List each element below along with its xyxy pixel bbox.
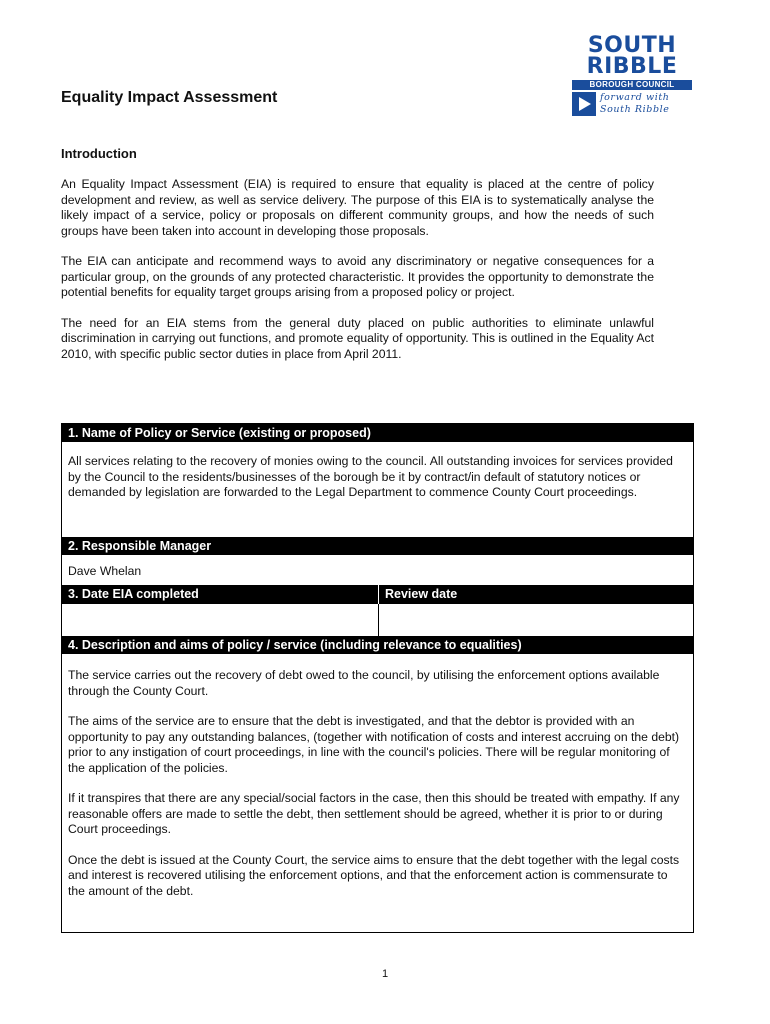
description-paragraph-3: If it transpires that there are any special/social factors in the case, then this should be treated with empathy. If any reasonable offers are made to settle the debt, then settlement should be agreed, whether it is prior to or during Court proceedings. xyxy=(68,791,680,836)
date-completed-field[interactable] xyxy=(62,604,378,636)
description-paragraph-1: The service carries out the recovery of debt owed to the council, by utilising the enforcement options available through the County Court. xyxy=(68,668,660,698)
policy-name-field[interactable]: All services relating to the recovery of monies owing to the council. All outstanding invoices for services provided by the Council to the residents/businesses of the borough be it by contract/in default of statutory notices or demanded by legislation are forwarded to the Legal Department to commence County Court proceedings. xyxy=(68,454,673,499)
logo-line-south: SOUTH xyxy=(587,33,677,58)
section-responsible-manager xyxy=(62,537,693,585)
intro-paragraph-2: The EIA can anticipate and recommend ways to avoid any discriminatory or negative consequences for a particular group, on the grounds of any protected characteristic. It provides the opportunity to demonstrate the potential benefits for equality target groups arising from a proposed policy or project. xyxy=(61,254,654,299)
section-1-heading: 1. Name of Policy or Service (existing or proposed) xyxy=(62,424,693,442)
logo-tagline-1: forward with xyxy=(600,92,670,103)
section-3-heading-row xyxy=(62,585,693,604)
section-policy-name xyxy=(62,424,693,537)
section-description xyxy=(62,636,693,918)
logo-borough-council: BOROUGH COUNCIL xyxy=(572,80,692,90)
logo-arrow-icon xyxy=(572,92,596,116)
responsible-manager-field[interactable]: Dave Whelan xyxy=(68,564,142,578)
page-title: Equality Impact Assessment xyxy=(61,89,278,106)
section-2-heading: 2. Responsible Manager xyxy=(62,537,693,555)
intro-heading: Introduction xyxy=(61,146,137,161)
description-paragraph-4: Once the debt is issued at the County Court, the service aims to ensure that the debt together with the legal costs and interest is recovered utilising the enforcement options, and that the enforcement action is commensurate to the amount of the debt. xyxy=(68,852,680,898)
page-number: 1 xyxy=(381,968,389,980)
review-date-heading: Review date xyxy=(378,585,693,604)
logo-tagline-row xyxy=(572,92,692,116)
description-field[interactable] xyxy=(62,654,693,918)
description-paragraph-2: The aims of the service are to ensure that the debt is investigated, and that the debtor is provided with an opportunity to pay any outstanding balances, (together with notification of costs and interest accruing on the debt) prior to any instigation of court proceedings, in line with the council's policies. There will be regular monitoring of the application of the policies. xyxy=(68,714,680,775)
section-dates xyxy=(62,585,693,636)
logo-tagline-2: South Ribble xyxy=(600,104,670,115)
section-3-heading: 3. Date EIA completed xyxy=(68,587,199,601)
council-logo xyxy=(572,33,692,118)
review-date-field[interactable] xyxy=(378,604,693,636)
logo-tagline xyxy=(596,92,692,116)
eia-form xyxy=(61,423,694,933)
intro-paragraph-3: The need for an EIA stems from the general duty placed on public authorities to eliminate unlawful discrimination in carrying out functions, and promote equality of opportunity. This is outlined in the Equality Act 2010, with specific public sector duties in place from April 2011. xyxy=(61,315,654,361)
section-3-values xyxy=(62,604,693,636)
intro-section xyxy=(61,177,654,377)
section-4-heading: 4. Description and aims of policy / service (including relevance to equalities) xyxy=(62,636,693,654)
logo-line-ribble: RIBBLE xyxy=(586,54,678,79)
intro-paragraph-1: An Equality Impact Assessment (EIA) is required to ensure that equality is placed at the centre of policy development and review, as well as service delivery. The purpose of this EIA is to systematically analyse the likely impact of a service, policy or proposals on different community groups, and how the needs of such groups have been taken into account in developing those proposals. xyxy=(61,177,654,238)
